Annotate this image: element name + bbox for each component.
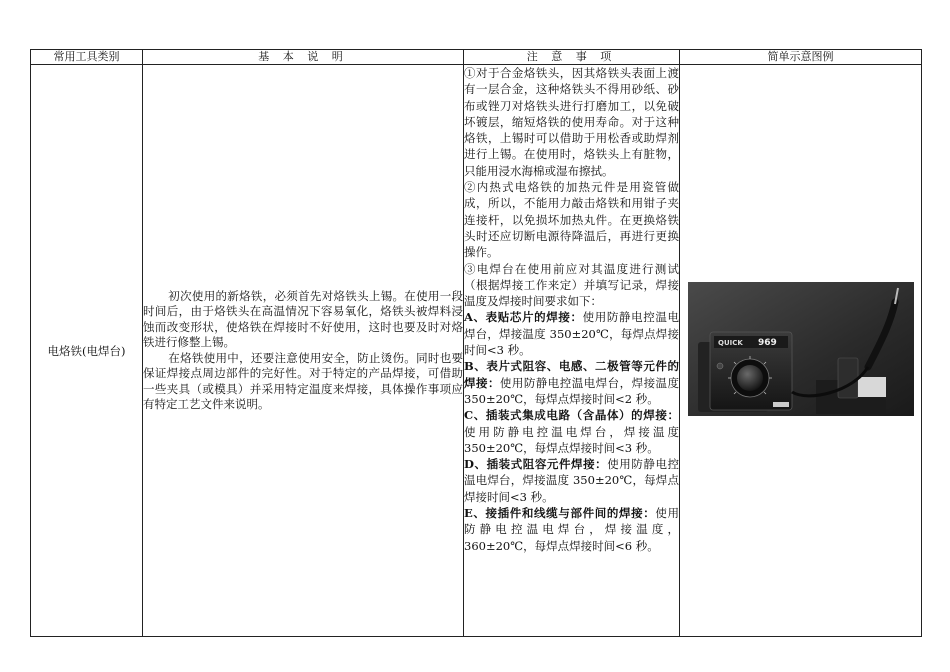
notes-cell (464, 65, 680, 637)
note-d (464, 456, 679, 505)
note-c-title: C、插装式集成电路（含晶体）的焊接： (464, 408, 679, 423)
note-a (464, 309, 679, 358)
table-header-row (31, 50, 922, 65)
description-paragraph-1: 初次使用的新烙铁，必须首先对烙铁头上锡。在使用一段时间后，由于烙铁头在高温情况下容易氧化，烙铁头被焊料浸蚀而改变形状，使烙铁在焊接时不好使用，这时也要及时对烙铁进行修整上锡。 (143, 288, 463, 349)
header-notes: 注 意 事 项 (464, 50, 680, 65)
model-label: 969 (757, 337, 777, 348)
header-category: 常用工具类别 (31, 50, 143, 65)
temperature-knob (737, 365, 763, 391)
note-d-title: D、插装式阻容元件焊接： (464, 457, 608, 472)
note-e-text: 使用防静电控温电焊台，焊接温度，360±20℃，每焊点焊接时间<6 秒。 (464, 506, 680, 553)
note-a-title: A、表贴芯片的焊接： (464, 310, 583, 325)
description-cell (143, 65, 464, 637)
brand-label: QUICK (717, 338, 743, 347)
note-1: ①对于合金烙铁头，因其烙铁头表面上渡有一层合金，这种烙铁头不得用砂纸、砂布或锉刀对烙铁头进行打磨加工，以免破坏镀层，缩短烙铁的使用寿命。对于这种烙铁，上锡时可以借助于用松香或助焊剂进行上锡。在使用时，烙铁头上有脏物，只能用浸水海棉或湿布擦拭。 (464, 66, 679, 178)
note-b (464, 358, 679, 407)
note-e (464, 505, 679, 554)
soldering-station-photo (688, 282, 914, 416)
note-d-text: 使用防静电控温电焊台，焊接温度 350±20℃，每焊点焊接时间<3 秒。 (464, 457, 680, 504)
note-2: ②内热式电烙铁的加热元件是用瓷管做成，所以，不能用力敲击烙铁和用钳子夹连接杆，以免损坏加热丸件。在更换烙铁头时还应切断电源待降温后，再进行更换操作。 (464, 180, 679, 260)
note-b-text: 使用防静电控温电焊台，焊接温度 350±20℃，每焊点焊接时间<2 秒。 (464, 375, 680, 406)
tool-table (30, 49, 922, 637)
category-cell: 电烙铁(电焊台) (31, 65, 143, 637)
note-c-text: 使用防静电控温电焊台，焊接温度 350±20℃，每焊点焊接时间<3 秒。 (464, 424, 679, 455)
note-e-title: E、接插件和线缆与部件间的焊接： (464, 506, 656, 521)
description-paragraph-2: 在烙铁使用中，还要注意使用安全，防止烫伤。同时也要保证焊接点周边部件的完好性。对于特定的产品焊接，可借助一些夹具（或模具）并采用特定温度来焊接，具体操作事项应有特定工艺文件来说明。 (143, 350, 463, 411)
note-b-title: B、表片式阻容、电感、二极管等元件的焊接： (464, 359, 679, 390)
header-illustration: 简单示意图例 (680, 50, 922, 65)
cleaning-sponge (858, 377, 886, 397)
soldering-station-illustration (688, 282, 914, 416)
note-a-text: 使用防静电控温电焊台，焊接温度 350±20℃，每焊点焊接时间<3 秒。 (464, 310, 680, 358)
iron-holder (838, 358, 858, 398)
table-row (31, 65, 922, 637)
illustration-cell (680, 65, 922, 637)
note-3: ③电焊台在使用前应对其温度进行测试（根据焊接工作来定）并填写记录，焊接温度及焊接时间要求如下： (464, 261, 679, 309)
header-description: 基 本 说 明 (143, 50, 464, 65)
note-c (464, 407, 679, 456)
